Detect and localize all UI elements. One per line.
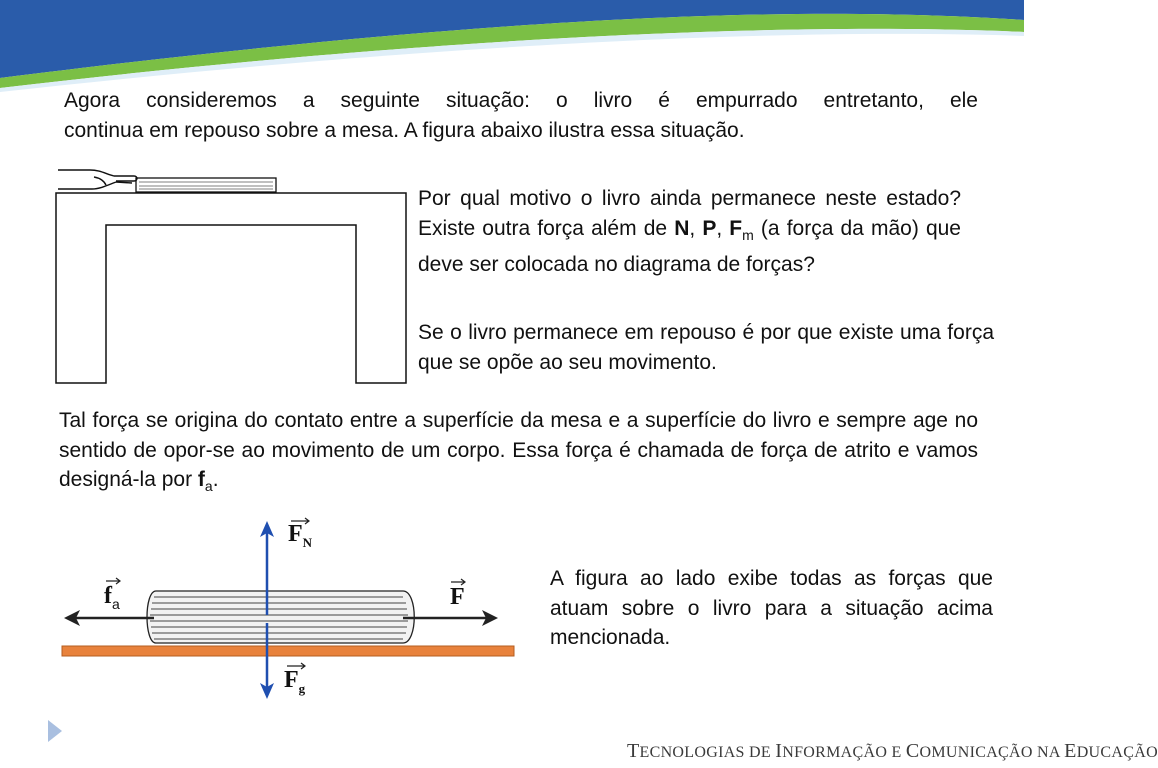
header-wave-banner xyxy=(0,0,1024,95)
footer-t3-rest: OMUNICAÇÃO NA xyxy=(919,744,1065,761)
normal-force-label-sub: N xyxy=(302,534,313,550)
gravity-force-label-main: F xyxy=(284,667,299,693)
normal-force-label xyxy=(288,521,312,551)
question-text-2: (a força da mão) que deve ser colocada no diagrama de forças? xyxy=(418,216,961,277)
normal-force-symbol: N xyxy=(674,216,690,240)
side-note-paragraph: A figura ao lado exibe todas as forças que atuam sobre o livro para a situação acima mencionada. xyxy=(550,567,993,649)
normal-force-label-main: F xyxy=(288,521,303,547)
intro-line-2: continua em repouso sobre a mesa. A figura abaixo ilustra essa situação. xyxy=(64,118,745,142)
question-comma-1: , xyxy=(689,216,703,240)
gravity-force-label-sub: g xyxy=(298,680,306,696)
applied-force-label xyxy=(450,584,465,611)
free-body-diagram xyxy=(58,515,518,710)
footer-title xyxy=(627,740,1158,763)
footer-t2-rest: NFORMAÇÃO E xyxy=(782,744,906,761)
friction-period: . xyxy=(212,468,219,491)
footer-t1: T xyxy=(627,740,640,762)
table-pushed-book-figure xyxy=(54,165,410,385)
slide-nav-arrow-icon xyxy=(48,720,62,742)
friction-paragraph xyxy=(59,406,978,502)
question-comma-2: , xyxy=(716,216,730,240)
footer-t4-rest: DUCAÇÃO xyxy=(1076,744,1158,761)
friction-text: Tal força se origina do contato entre a superfície da mesa e a superfície do livro e sempre age no sentido de opor-se ao movimento de um corpo. Essa força é chamada de força de atrito e vamos designá-la por xyxy=(59,409,978,491)
friction-force-label xyxy=(104,583,120,612)
question-text-1: Por qual motivo o livro ainda permanece neste estado? Existe outra força além de xyxy=(418,187,961,240)
friction-subscript: a xyxy=(204,478,213,495)
answer-paragraph: Se o livro permanece em repouso é por que existe uma força que se opõe ao seu movimento. xyxy=(418,321,994,374)
friction-symbol: f xyxy=(197,468,205,491)
hand-force-subscript: m xyxy=(742,226,754,243)
hand-icon xyxy=(58,170,137,189)
friction-force-label-sub: a xyxy=(112,595,120,612)
footer-t2: I xyxy=(775,740,783,762)
intro-paragraph xyxy=(64,86,978,145)
gravity-force-label xyxy=(284,667,305,697)
weight-force-symbol: P xyxy=(702,216,717,240)
footer-t4: E xyxy=(1064,740,1077,762)
footer-t3: C xyxy=(905,740,920,762)
applied-force-label-main: F xyxy=(450,584,465,610)
question-paragraph xyxy=(418,184,961,280)
footer-t1-rest: ECNOLOGIAS DE xyxy=(639,744,776,761)
hand-force-symbol: F xyxy=(729,216,743,240)
intro-line-1: Agora consideremos a seguinte situação: o livro é empurrado entretanto, ele xyxy=(64,89,978,112)
friction-force-label-main: f xyxy=(104,583,112,609)
